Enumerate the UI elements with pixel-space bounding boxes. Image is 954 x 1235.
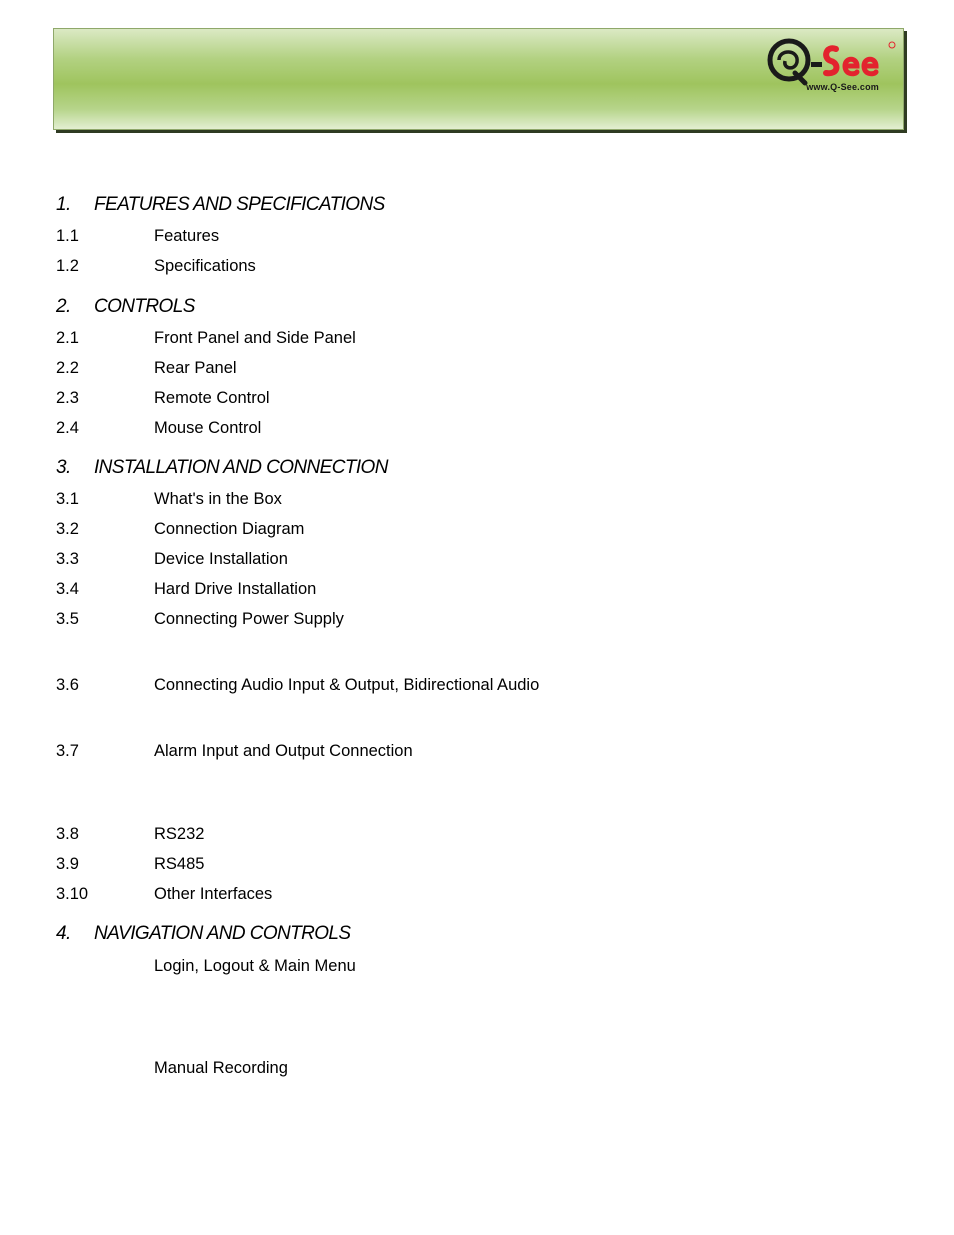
toc-item[interactable] — [0, 224, 954, 248]
toc-item[interactable] — [0, 547, 954, 571]
section-title: INSTALLATION AND CONNECTION — [94, 457, 388, 478]
toc-item[interactable] — [0, 607, 954, 631]
toc-item[interactable] — [0, 487, 954, 511]
item-label: Front Panel and Side Panel — [154, 329, 356, 347]
item-label: Connection Diagram — [154, 520, 305, 538]
item-number: 3.4 — [56, 580, 79, 598]
toc-item[interactable] — [0, 416, 954, 440]
item-number: 3.7 — [56, 742, 79, 760]
toc-item[interactable] — [0, 254, 954, 278]
item-number: 3.10 — [56, 885, 89, 903]
item-number: 3.9 — [56, 855, 79, 873]
item-label: Rear Panel — [154, 359, 237, 377]
item-number: 3.1 — [56, 490, 79, 508]
toc-item[interactable] — [0, 673, 954, 697]
item-label: Manual Recording — [154, 1059, 288, 1077]
item-label: Mouse Control — [154, 419, 262, 437]
item-label: Remote Control — [154, 389, 270, 407]
toc-section-4[interactable] — [0, 922, 954, 946]
toc-item[interactable] — [0, 577, 954, 601]
section-title: FEATURES AND SPECIFICATIONS — [94, 194, 385, 215]
toc-item[interactable] — [0, 386, 954, 410]
item-number: 2.4 — [56, 419, 79, 437]
item-label: Device Installation — [154, 550, 288, 568]
item-label: Specifications — [154, 257, 256, 275]
item-number: 2.3 — [56, 389, 79, 407]
section-number: 3. — [56, 457, 71, 478]
item-number: 2.1 — [56, 329, 79, 347]
toc-item[interactable] — [0, 517, 954, 541]
toc-section-2[interactable] — [0, 295, 954, 319]
toc-section-1[interactable] — [0, 193, 954, 217]
item-label: Connecting Audio Input & Output, Bidirectional Audio — [154, 676, 540, 694]
logo-url: www.Q-See.com — [806, 82, 879, 92]
item-number: 2.2 — [56, 359, 79, 377]
toc-item[interactable] — [0, 739, 954, 763]
section-title: NAVIGATION AND CONTROLS — [94, 923, 351, 944]
toc-item[interactable] — [0, 852, 954, 876]
section-number: 1. — [56, 194, 71, 215]
section-number: 4. — [56, 923, 71, 944]
item-number: 3.2 — [56, 520, 79, 538]
item-label: Alarm Input and Output Connection — [154, 742, 413, 760]
toc-item[interactable] — [0, 326, 954, 350]
item-number: 3.8 — [56, 825, 79, 843]
toc-item[interactable] — [0, 954, 954, 978]
toc-item[interactable] — [0, 822, 954, 846]
item-label: Connecting Power Supply — [154, 610, 344, 628]
item-label: Hard Drive Installation — [154, 580, 317, 598]
toc-item[interactable] — [0, 1056, 954, 1080]
item-number: 3.3 — [56, 550, 79, 568]
item-label: RS232 — [154, 825, 205, 843]
toc-item[interactable] — [0, 356, 954, 380]
item-number: 1.2 — [56, 257, 79, 275]
toc-item[interactable] — [0, 882, 954, 906]
section-title: CONTROLS — [94, 296, 195, 317]
item-label: RS485 — [154, 855, 205, 873]
item-label: Other Interfaces — [154, 885, 273, 903]
item-label: What's in the Box — [154, 490, 282, 508]
toc-section-3[interactable] — [0, 456, 954, 480]
item-number: 3.6 — [56, 676, 79, 694]
item-label: Login, Logout & Main Menu — [154, 957, 356, 975]
item-label: Features — [154, 227, 220, 245]
item-number: 3.5 — [56, 610, 79, 628]
item-number: 1.1 — [56, 227, 79, 245]
section-number: 2. — [56, 296, 71, 317]
